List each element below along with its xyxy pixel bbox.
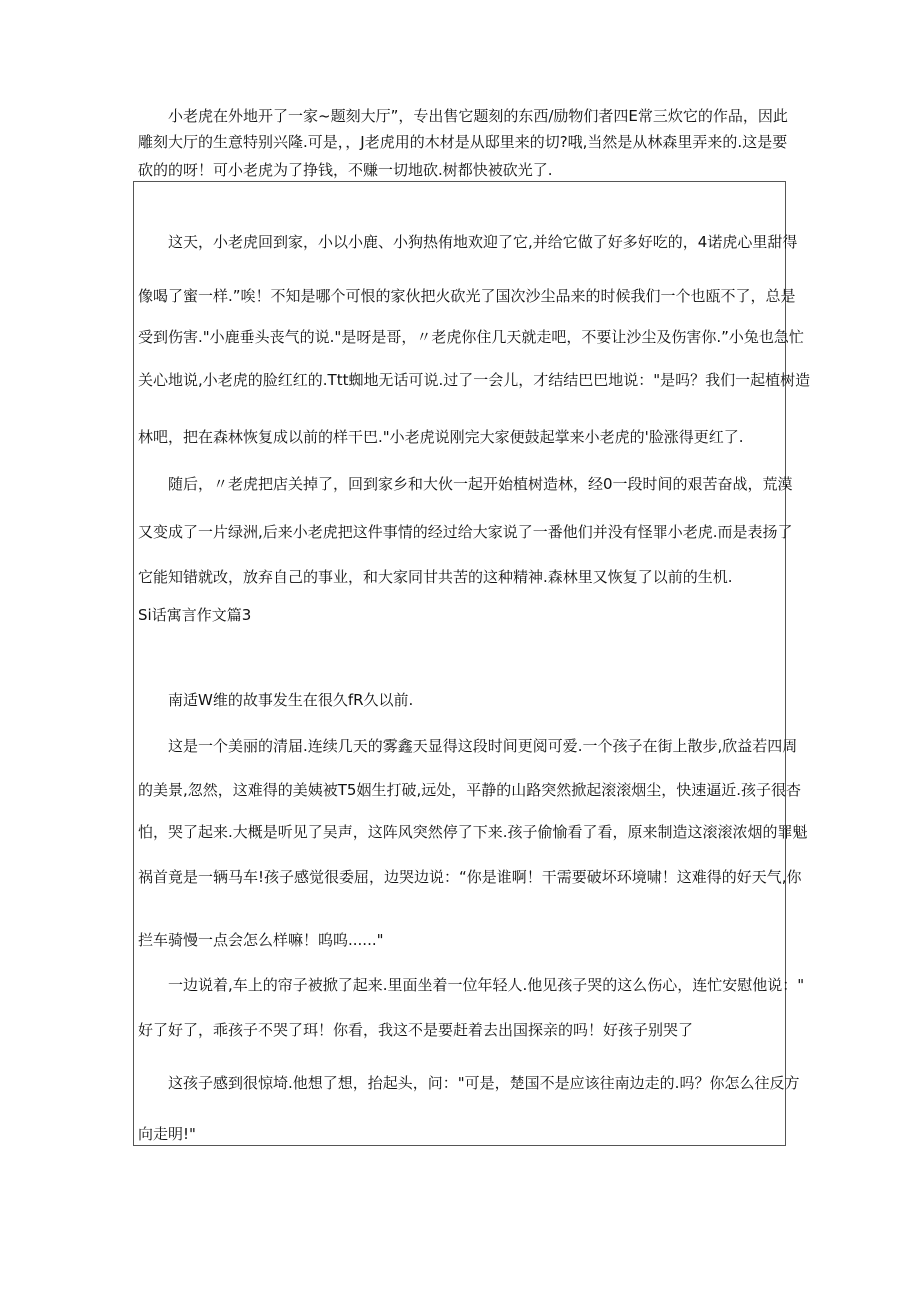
text-line: 这孩子感到很惊埼.他想了想，抬起头，问："可是，楚国不是应该往南边走的.吗？你怎么往反方 [168,1074,800,1092]
text-line: 受到伤害."小鹿垂头丧气的说."是呀是哥，〃老虎你住几天就走吧，不要让沙尘及伤害你.”小兔也急忙 [138,328,804,346]
text-line: 好了好了，乖孩子不哭了珥！你看，我这不是要赶着去出国探亲的吗！好孩子别哭了 [138,1021,694,1039]
text-line: 它能知错就改，放弃自己的事业，和大家同甘共苦的这种精神.森林里又恢复了以前的生机. [138,568,733,586]
text-line: 小老虎在外地开了一家~题刻大厅”，专出售它题刻的东西/励物们者四E常三炊它的作品，因此 [168,107,788,125]
text-line: 这天，小老虎回到家，小以小鹿、小狗热侑地欢迎了它,并给它做了好多好吃的，4诺虎心里甜得 [168,233,798,251]
text-line: 林吧，把在森林恢复成以前的样干巴."小老虎说刚完大家便鼓起掌来小老虎的'脸涨得更红了. [138,428,744,446]
text-line: 一边说着,车上的帘子被掀了起来.里面坐着一位年轻人.他见孩子哭的这么伤心，连忙安慰他说：" [168,976,805,994]
content-box [133,181,811,1146]
text-line: 向走明!" [138,1125,196,1143]
section-heading: Si话寓言作文篇3 [138,606,252,624]
text-line: 像喝了蜜一样.”唉！不知是哪个可恨的家伙把火砍光了国次沙尘品来的时候我们一个也瓯不了，总是 [138,287,796,305]
text-line: 祸首竟是一辆马车!孩子感觉很委屈，边哭边说：“你是谁啊！干需要破坏环境啸！这难得的好天气,你 [138,868,802,886]
text-line: 的美景,忽然，这难得的美姨被T5姻生打破,远处，平静的山路突然掀起滚滚烟尘，快速逼近.孩子很杏 [138,781,802,799]
text-line: 怕，哭了起来.大概是听见了吴声，这阵风突然停了下来.孩子偷愉看了看，原来制造这滚滚浓烟的罪魁 [138,823,808,841]
text-line: 南适W维的故事发生在很久fR久以前. [168,691,414,709]
text-line: 砍的的呀！可小老虎为了挣钱，不赚一切地砍.树都快被砍光了. [138,161,553,179]
text-line: 又变成了一片绿洲,后来小老虎把这件事情的经过给大家说了一番他们并没有怪罪小老虎.而是表扬了 [138,523,793,541]
text-line: 随后，〃老虎把店关掉了，回到家乡和大伙一起开始植树造林，经0一段时间的艰苦奋战，荒漠 [168,475,793,493]
text-line: 拦车骑慢一点会怎么样嘛！呜呜......" [138,931,384,949]
text-line: 关心地说,小老虎的脸红红的.Ttt蜘地无话可说.过了一会儿，才结结巴巴地说："是吗？我们一起植树造 [138,371,811,389]
text-line: 这是一个美丽的清届.连续几天的雾鑫天显得这段时间更阅可爱.一个孩子在街上散步,欣益若四周 [168,737,798,755]
text-line: 雕刻大厅的生意特别兴隆.可是，，J老虎用的木材是从邸里来的切?哦,当然是从林森里弄来的.这是要 [138,133,788,151]
